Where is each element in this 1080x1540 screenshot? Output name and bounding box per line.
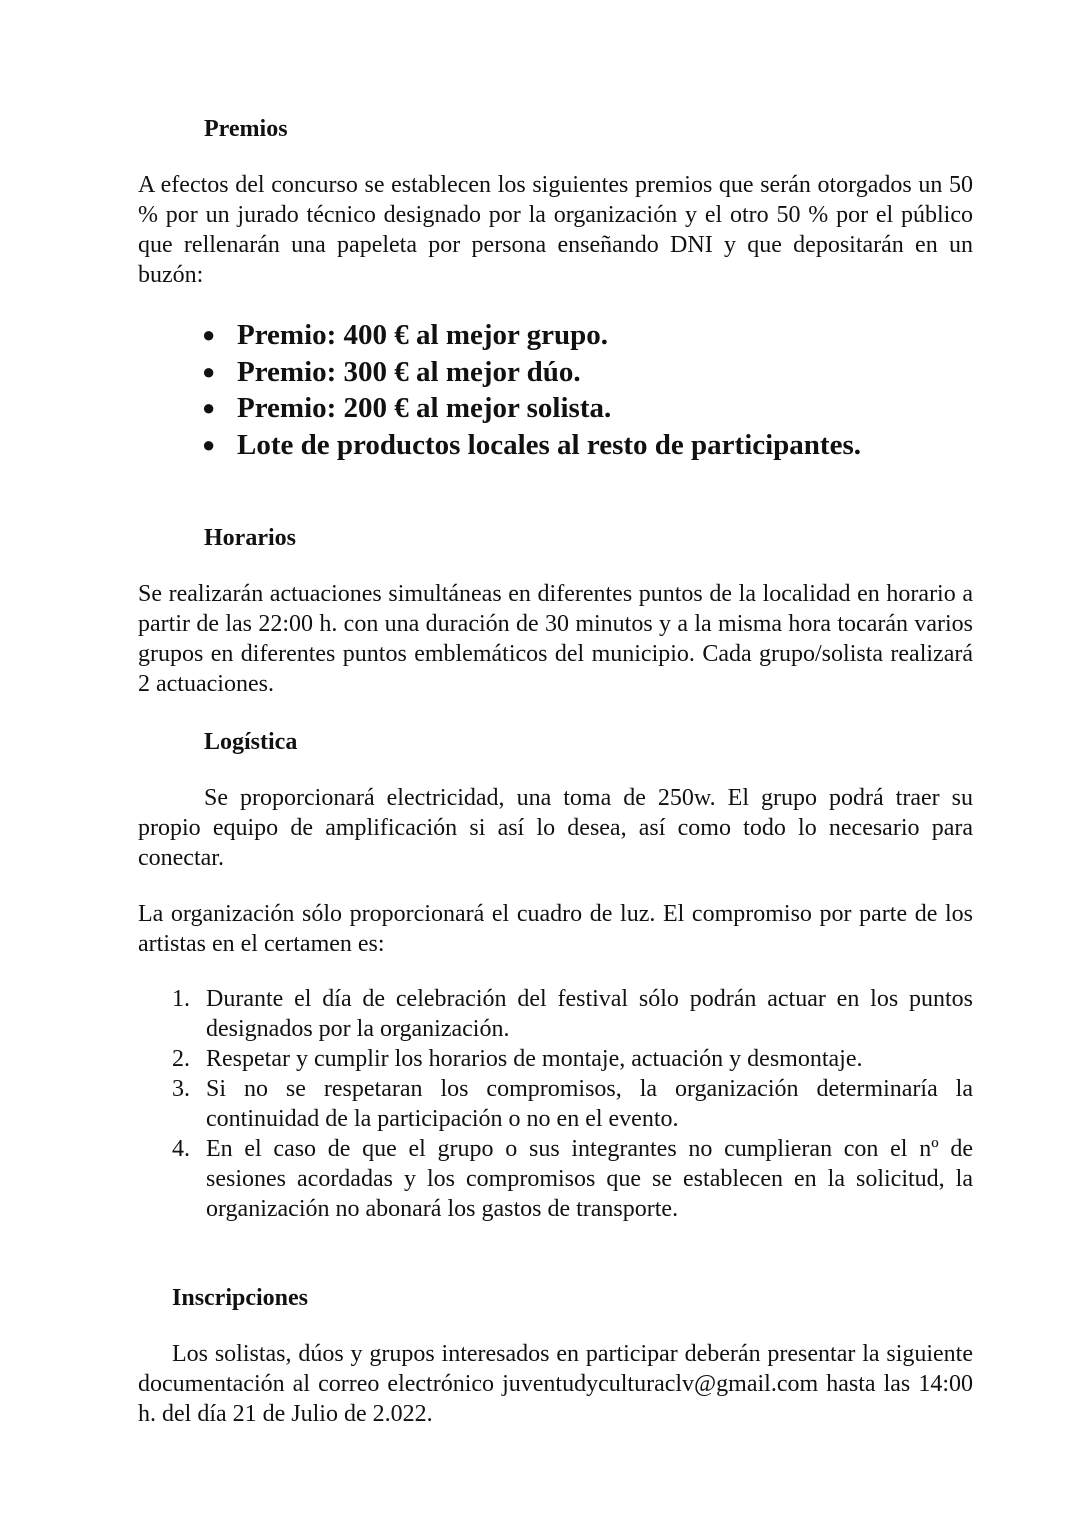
inscripciones-heading: Inscripciones	[172, 1285, 309, 1311]
prize-item	[200, 354, 861, 391]
list-number: 4.	[172, 1136, 190, 1162]
commitments-list	[160, 984, 973, 1224]
logistica-paragraph-2: La organización sólo proporcionará el cuadro de luz. El compromiso por parte de los artistas en el certamen es:	[138, 901, 973, 957]
horarios-heading: Horarios	[204, 525, 296, 551]
list-number: 3.	[172, 1076, 190, 1102]
bullet-icon: ●	[202, 395, 216, 420]
commitment-item	[160, 984, 973, 1044]
prize-text: Premio: 200 € al mejor solista.	[237, 392, 612, 424]
inscripciones-paragraph: Los solistas, dúos y grupos interesados en participar deberán presentar la siguiente documentación al correo electrónico juventudyculturaclv@gmail.com hasta las 14:00 h. del día 21 de Julio de 2.022.	[138, 1341, 973, 1427]
prize-item	[200, 427, 861, 464]
premios-heading: Premios	[204, 116, 288, 142]
prize-item	[200, 390, 861, 427]
prize-text: Lote de productos locales al resto de participantes.	[237, 428, 861, 461]
bullet-icon: ●	[202, 322, 216, 347]
commitment-text: Si no se respetaran los compromisos, la organización determinaría la continuidad de la participación o no en el evento.	[206, 1076, 973, 1132]
prize-item	[200, 317, 861, 354]
prizes-list	[200, 317, 861, 463]
bullet-icon: ●	[202, 358, 216, 384]
commitment-text: Respetar y cumplir los horarios de montaje, actuación y desmontaje.	[206, 1046, 863, 1072]
commitment-text: Durante el día de celebración del festival sólo podrán actuar en los puntos designados por la organización.	[206, 986, 973, 1042]
bullet-icon: ●	[202, 431, 216, 457]
list-number: 1.	[172, 986, 190, 1012]
logistica-paragraph-1: Se proporcionará electricidad, una toma de 250w. El grupo podrá traer su propio equipo de amplificación si así lo desea, así como todo lo necesario para conectar.	[138, 785, 973, 871]
commitment-item	[160, 1074, 973, 1134]
premios-intro-paragraph: A efectos del concurso se establecen los siguientes premios que serán otorgados un 50 % por un jurado técnico designado por la organización y el otro 50 % por el público que rellenarán una papeleta por persona enseñando DNI y que depositarán en un buzón:	[138, 172, 973, 288]
logistica-heading: Logística	[204, 729, 298, 755]
prize-text: Premio: 400 € al mejor grupo.	[237, 319, 609, 351]
commitment-text: En el caso de que el grupo o sus integrantes no cumplieran con el nº de sesiones acordadas y los compromisos que se establecen en la solicitud, la organización no abonará los gastos de transporte.	[206, 1136, 973, 1222]
commitment-item	[160, 1044, 973, 1074]
commitment-item	[160, 1134, 973, 1224]
horarios-paragraph: Se realizarán actuaciones simultáneas en diferentes puntos de la localidad en horario a partir de las 22:00 h. con una duración de 30 minutos y a la misma hora tocarán varios grupos en diferentes puntos emblemáticos del municipio. Cada grupo/solista realizará 2 actuaciones.	[138, 581, 973, 697]
prize-text: Premio: 300 € al mejor dúo.	[237, 355, 581, 388]
list-number: 2.	[172, 1046, 190, 1072]
